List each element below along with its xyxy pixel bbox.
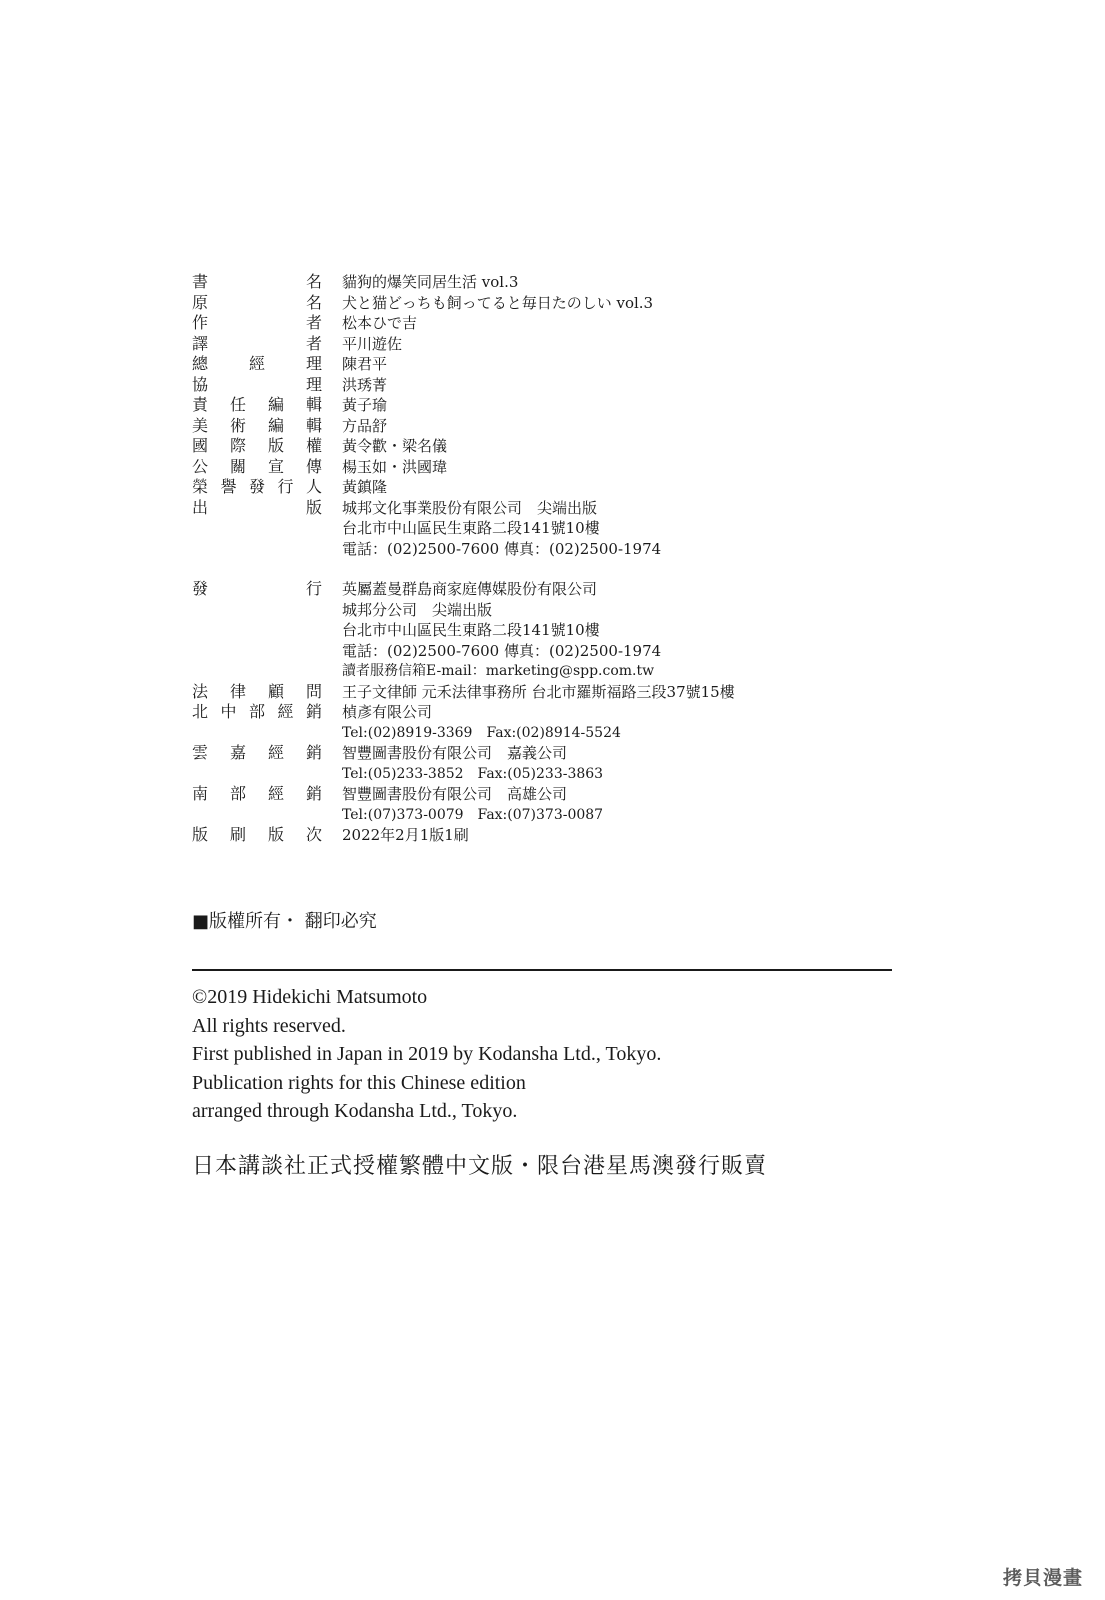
colophon-row (192, 784, 912, 825)
colophon-values (342, 682, 735, 703)
colophon-values (342, 272, 518, 293)
colophon-value: 洪琇菁 (342, 375, 388, 394)
colophon-value: 智豐圖書股份有限公司 高雄公司 (342, 785, 568, 803)
colophon-table (192, 272, 912, 846)
colophon-values (342, 579, 661, 682)
rights-notice: ■版權所有・ 翻印必究 (192, 911, 377, 932)
colophon-value: Tel:(02)8919-3369 Fax:(02)8914-5524 (342, 724, 621, 741)
colophon-value: 黃鎮隆 (342, 478, 388, 496)
colophon-row (192, 825, 912, 846)
colophon-spacer (192, 559, 912, 579)
colophon-label: 發 行 (192, 579, 322, 598)
colophon-values (342, 825, 469, 846)
colophon-row (192, 477, 912, 498)
colophon-label: 出 版 (192, 497, 322, 517)
colophon-value: 貓狗的爆笑同居生活 vol.3 (342, 273, 519, 291)
colophon-values (342, 354, 387, 375)
colophon-value: Tel:(05)233-3852 Fax:(05)233-3863 (342, 765, 604, 782)
colophon-row (192, 354, 912, 375)
colophon-row (192, 272, 912, 293)
english-line: All rights reserved. (192, 1014, 346, 1037)
colophon-values (342, 334, 402, 355)
colophon-label: 協 理 (192, 374, 322, 394)
colophon-label: 榮 譽 發 行 人 (192, 477, 322, 496)
colophon-value: 2022年2月1版1刷 (342, 826, 469, 844)
colophon-row (192, 743, 912, 784)
colophon-value: 台北市中山區民生東路二段141號10樓 (342, 519, 600, 537)
english-copyright-block (192, 983, 661, 1126)
colophon-value: 犬と猫どっちも飼ってると毎日たのしい vol.3 (342, 293, 654, 312)
colophon-row (192, 682, 912, 703)
colophon-label: 書 名 (192, 272, 322, 291)
colophon-values (342, 498, 661, 560)
colophon-values (342, 477, 387, 498)
colophon-value: 黃子瑜 (342, 396, 388, 414)
colophon-value: 讀者服務信箱E-mail：marketing@spp.com.tw (342, 663, 655, 679)
colophon-values (342, 375, 387, 396)
colophon-label: 美 術 編 輯 (192, 415, 322, 435)
colophon-row (192, 436, 912, 457)
colophon-value: 城邦分公司 尖端出版 (342, 600, 493, 619)
colophon-values (342, 293, 653, 314)
colophon-value: Tel:(07)373-0079 Fax:(07)373-0087 (342, 806, 604, 823)
colophon-values (342, 457, 447, 478)
colophon-row (192, 579, 912, 682)
colophon-value: 方品舒 (342, 416, 388, 435)
colophon-value: 城邦文化事業股份有限公司 尖端出版 (342, 498, 598, 517)
english-line: First published in Japan in 2019 by Kodansha Ltd., Tokyo. (192, 1043, 662, 1065)
divider-line (192, 969, 892, 971)
colophon-value: 陳君平 (342, 355, 388, 373)
colophon-value: 電話：(02)2500-7600 傳真：(02)2500-1974 (342, 641, 662, 660)
colophon-row (192, 313, 912, 334)
license-statement: 日本講談社正式授權繁體中文版・限台港星馬澳發行販賣 (192, 1154, 768, 1179)
colophon-row (192, 395, 912, 416)
colophon-value: 黃令歡・梁名儀 (342, 437, 448, 455)
colophon-label: 雲 嘉 經 銷 (192, 743, 322, 762)
colophon-label: 南 部 經 銷 (192, 784, 322, 803)
colophon-value: 楊玉如・洪國瑋 (342, 457, 448, 476)
colophon-values (342, 702, 621, 743)
colophon-label: 法 律 顧 問 (192, 681, 322, 701)
colophon-values (342, 436, 447, 457)
colophon-values (342, 784, 603, 825)
colophon-values (342, 313, 417, 334)
colophon-label: 原 名 (192, 292, 322, 312)
colophon-value: 平川遊佐 (342, 334, 403, 353)
colophon-value: 王子文律師 元禾法律事務所 台北市羅斯福路三段37號15樓 (342, 682, 735, 701)
colophon-values (342, 416, 387, 437)
english-line: Publication rights for this Chinese edition (192, 1071, 526, 1094)
colophon-value: 智豐圖書股份有限公司 嘉義公司 (342, 744, 568, 762)
colophon-values (342, 743, 603, 784)
colophon-value: 松本ひで吉 (342, 314, 418, 332)
colophon-label: 公 關 宣 傳 (192, 456, 322, 476)
colophon-row (192, 416, 912, 437)
colophon-values (342, 395, 387, 416)
colophon-value: 英屬蓋曼群島商家庭傳媒股份有限公司 (342, 580, 598, 598)
colophon-row (192, 293, 912, 314)
colophon-row (192, 334, 912, 355)
colophon-row (192, 457, 912, 478)
colophon-label: 國 際 版 權 (192, 436, 322, 455)
colophon-value: 台北市中山區民生東路二段141號10樓 (342, 621, 600, 639)
colophon-label: 北 中 部 經 銷 (192, 702, 322, 721)
colophon-row (192, 498, 912, 560)
colophon-row (192, 375, 912, 396)
colophon-label: 譯 者 (192, 333, 322, 353)
colophon-label: 作 者 (192, 313, 322, 332)
colophon-row (192, 702, 912, 743)
english-line: arranged through Kodansha Ltd., Tokyo. (192, 1100, 518, 1122)
english-line: ©2019 Hidekichi Matsumoto (192, 986, 428, 1008)
colophon-value: 楨彥有限公司 (342, 703, 433, 721)
colophon-label: 版 刷 版 次 (192, 825, 322, 844)
colophon-value: 電話：(02)2500-7600 傳真：(02)2500-1974 (342, 539, 662, 558)
colophon-label: 責 任 編 輯 (192, 395, 322, 414)
watermark: 拷貝漫畫 (1002, 1567, 1083, 1589)
colophon-label: 總 經 理 (192, 354, 322, 373)
